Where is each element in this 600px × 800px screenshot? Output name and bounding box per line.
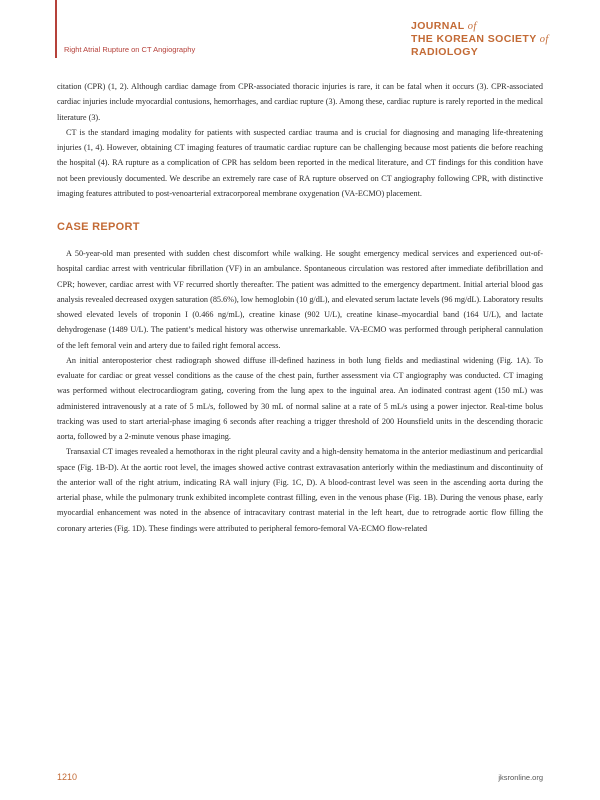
- journal-logo-line-2: THE KOREAN SOCIETY of: [411, 33, 549, 45]
- body-paragraph: Transaxial CT images revealed a hemothorax in the right pleural cavity and a high-density hematoma in the anterior mediastinum and pericardial space (Fig. 1B-D). At the aortic root level, the images showed active contrast extravasation anteriorly within the mediastinum and discontinuity of the anterior wall of the right atrium, indicating RA wall injury (Fig. 1C, D). A blood-contrast level was seen in the ascending aorta during the arterial phase, while the pulmonary trunk exhibited incomplete contrast filling, even in the venous phase (Fig. 1B). During the venous phase, early myocardial enhancement was noted in the absence of intracavitary contrast material in the left heart, due to retrograde aortic flow filling the coronary arteries (Fig. 1D). These findings were attributed to peripheral femoro-femoral VA-ECMO flow-related: [57, 447, 543, 533]
- body-paragraph: citation (CPR) (1, 2). Although cardiac damage from CPR-associated thoracic injuries is rare, it can be fatal when it occurs (3). CPR-associated cardiac injuries include myocardial contusions, hemorrhages, and cardiac rupture (3). Among these, cardiac rupture is rarely reported in the medical literature (3).: [57, 82, 543, 122]
- journal-logo: [411, 20, 549, 58]
- section-heading-case-report: CASE REPORT: [57, 221, 140, 233]
- body-paragraph: CT is the standard imaging modality for patients with suspected cardiac trauma and is crucial for diagnosing and managing life-threatening injuries (1, 4). However, obtaining CT imaging features of traumatic cardiac rupture can be challenging because most patients die before reaching the hospital (4). RA rupture as a complication of CPR has seldom been reported in the medical literature, and CT findings for this condition have not been previously documented. We describe an extremely rare case of RA rupture observed on CT angiography following CPR, with distinctive imaging features attributed to post-venoarterial extracorporeal membrane oxygenation (VA-ECMO) placement.: [57, 127, 543, 198]
- journal-logo-line-3: RADIOLOGY: [411, 46, 479, 58]
- article-body: [57, 79, 543, 536]
- page-number: 1210: [57, 772, 78, 782]
- footer-website: jksronline.org: [498, 773, 543, 782]
- body-paragraph: An initial anteroposterior chest radiograph showed diffuse ill-defined haziness in both lung fields and mediastinal widening (Fig. 1A). To evaluate for cardiac or great vessel conditions as the cause of the chest pain, further assessment via CT angiography was conducted. CT imaging was performed without electrocardiogram gating, covering from the lung apex to the inguinal area. An iodinated contrast agent (150 mL) was administered intravenously at a rate of 5 mL/s, followed by 30 mL of normal saline at a rate of 5 mL/s using a power injector. Real-time bolus tracking was used to start arterial-phase imaging 6 seconds after reaching a trigger threshold of 200 Hounsfield units in the descending thoracic aorta, followed by a 2-minute venous phase imaging.: [57, 355, 543, 441]
- journal-logo-line-1: JOURNAL of: [411, 20, 477, 32]
- header-accent-rule: [55, 0, 57, 58]
- body-paragraph: A 50-year-old man presented with sudden chest discomfort while walking. He sought emergency medical services and experienced out-of-hospital cardiac arrest with ventricular fibrillation (VF) in an ambulance. Spontaneous circulation was restored after immediate defibrillation and CPR; however, cardiac arrest with VF recurred shortly thereafter. The patient was admitted to the emergency department. Initial arterial blood gas analysis revealed decreased oxygen saturation (85.6%), low hemoglobin (10 g/dL), and elevated serum lactate levels (96 mg/dL). Laboratory results showed elevated levels of troponin I (0.466 ng/mL), creatine kinase (902 U/L), creatine kinase–myocardial band (164 U/L), and lactate dehydrogenase (1489 U/L). The patient’s medical history was otherwise unremarkable. VA-ECMO was performed through peripheral cannulation of the left femoral vein and artery due to failed right femoral access.: [57, 249, 543, 350]
- running-title: Right Atrial Rupture on CT Angiography: [64, 45, 196, 54]
